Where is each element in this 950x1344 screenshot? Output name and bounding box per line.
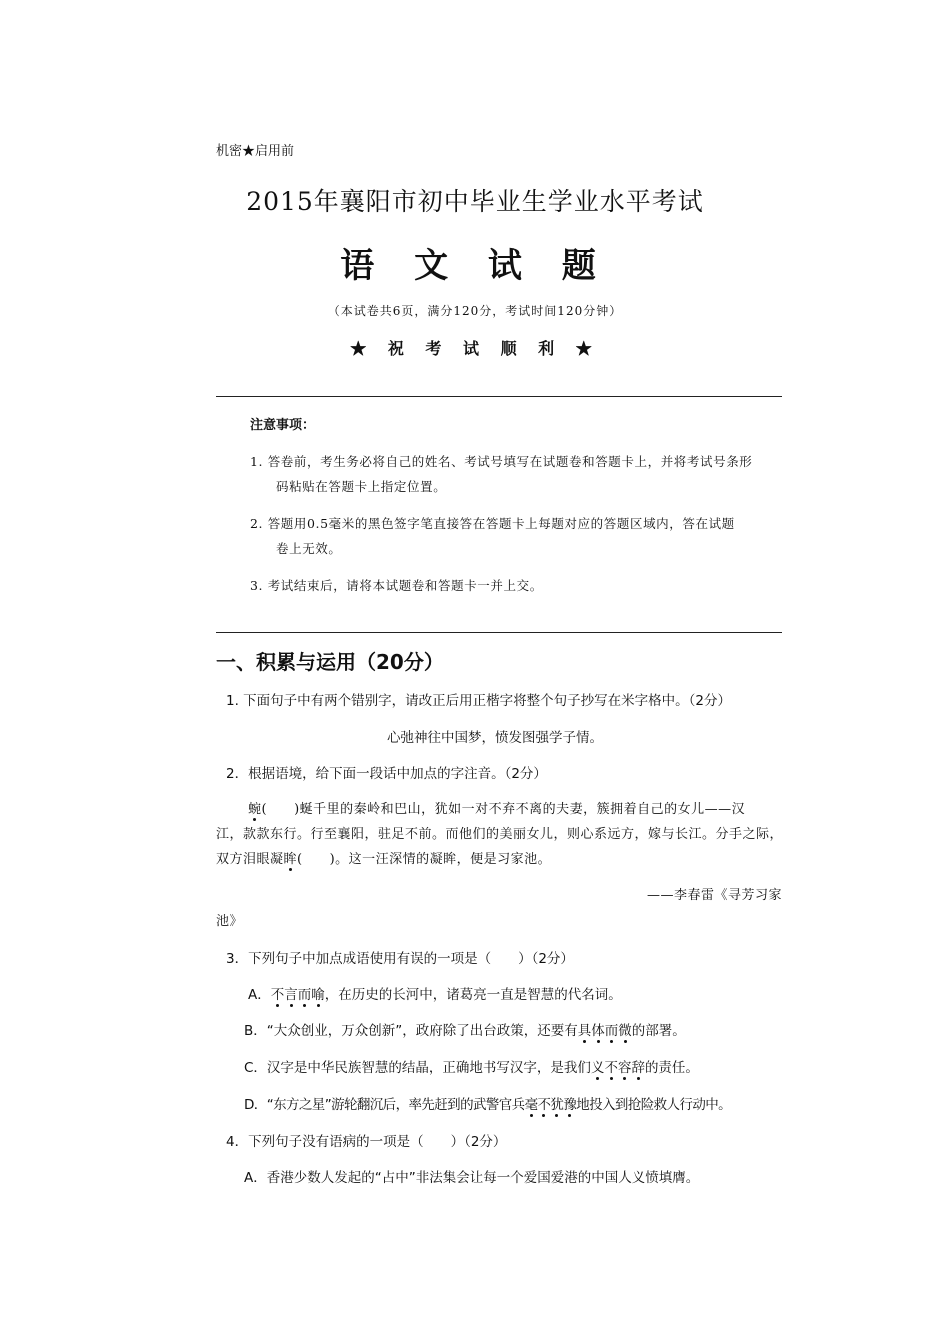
option-text: B．“大众创业，万众创新”，政府除了出台政策，还要有 [244, 1023, 578, 1039]
question-4-option-a: A．香港少数人发起的“占中”非法集会让每一个爱国爱港的中国人义愤填膺。 [244, 1170, 700, 1186]
passage-source: ——李春雷《寻芳习家 [646, 888, 782, 903]
notice-item-3: 3. 考试结束后，请将本试题卷和答题卡一并上交。 [250, 578, 543, 593]
dotted-char: 不 [604, 1060, 618, 1076]
dotted-char: 容 [617, 1060, 632, 1076]
dotted-char: 眸 [283, 852, 298, 867]
option-letter: A． [248, 987, 271, 1003]
question-2-prompt: 2．根据语境，给下面一段话中加点的字注音。（2分） [226, 766, 547, 782]
dotted-char: 喻 [311, 987, 325, 1003]
question-2-passage-line-2: 江，款款东行。行至襄阳，驻足不前。而他们的美丽女儿，则心系远方，嫁与长江。分手之际， [216, 827, 784, 842]
option-text: ，在历史的长河中，诸葛亮一直是智慧的代名词。 [324, 987, 622, 1003]
dotted-char: 义 [590, 1060, 605, 1076]
dotted-char: 言 [284, 987, 298, 1003]
question-1-sentence: 心弛神往中国梦，愤发图强学子情。 [387, 730, 603, 746]
exam-info: （本试卷共6页，满分120分，考试时间120分钟） [327, 304, 623, 318]
notice-item-2-cont: 卷上无效。 [276, 541, 342, 556]
question-3-option-d [244, 1093, 731, 1113]
passage-source-cont: 池》 [216, 914, 244, 929]
passage-text: 双方泪眼凝 [216, 852, 284, 867]
notice-item-2: 2. 答题用0.5毫米的黑色签字笔直接答在答题卡上每题对应的答题区域内，答在试题 [250, 516, 735, 531]
confidential-label: 机密★启用前 [216, 144, 295, 159]
passage-text: ( )。这一汪深情的凝眸，便是习家池。 [297, 852, 552, 867]
dotted-char: 不 [270, 987, 285, 1003]
section-divider [216, 632, 782, 633]
section-heading: 一、积累与运用（20分） [216, 650, 444, 674]
dotted-char: 犹 [550, 1097, 564, 1113]
exam-title: 2015年襄阳市初中毕业生学业水平考试 [246, 187, 704, 216]
dotted-char: 不 [537, 1097, 551, 1113]
dotted-char: 辞 [631, 1060, 645, 1076]
question-2-passage-line-1 [248, 798, 745, 817]
dotted-char: 而 [604, 1023, 619, 1039]
option-text: 的责任。 [644, 1060, 699, 1076]
dotted-char: 具 [577, 1023, 592, 1039]
dotted-char: 豫 [563, 1097, 577, 1113]
top-divider [216, 396, 782, 397]
notice-item-1: 1. 答卷前，考生务必将自己的姓名、考试号填写在试题卷和答题卡上，并将考试号条形 [250, 454, 753, 469]
notice-title: 注意事项： [250, 418, 316, 433]
passage-text: ( )蜒千里的秦岭和巴山，犹如一对不弃不离的夫妻，簇拥着自己的女儿——汉 [261, 802, 746, 817]
dotted-char: 蜿 [248, 802, 262, 817]
dotted-char: 微 [618, 1023, 632, 1039]
subject-title: 语 文 试 题 [340, 246, 610, 286]
option-text: 的部署。 [631, 1023, 686, 1039]
option-text: 地投入到抢险救人行动中。 [576, 1097, 732, 1113]
option-text: C．汉字是中华民族智慧的结晶，正确地书写汉字，是我们 [244, 1060, 591, 1076]
dotted-char: 毫 [524, 1097, 538, 1113]
good-luck-line: ★ 祝 考 试 顺 利 ★ [350, 339, 600, 358]
option-text: D．“东方之星”游轮翻沉后，率先赶到的武警官兵 [244, 1097, 525, 1113]
question-3-option-b [244, 1019, 686, 1039]
question-1-prompt: 1. 下面句子中有两个错别字，请改正后用正楷字将整个句子抄写在米字格中。（2分） [226, 693, 732, 709]
notice-item-1-cont: 码粘贴在答题卡上指定位置。 [276, 479, 447, 494]
dotted-char: 而 [297, 987, 312, 1003]
question-3-option-a [248, 983, 622, 1003]
question-4-prompt: 4．下列句子没有语病的一项是（ ）（2分） [226, 1134, 507, 1150]
question-3-option-c [244, 1056, 699, 1076]
question-3-prompt: 3．下列句子中加点成语使用有误的一项是（ ）（2分） [226, 951, 574, 967]
question-2-passage-line-3 [216, 848, 551, 867]
dotted-char: 体 [591, 1023, 605, 1039]
